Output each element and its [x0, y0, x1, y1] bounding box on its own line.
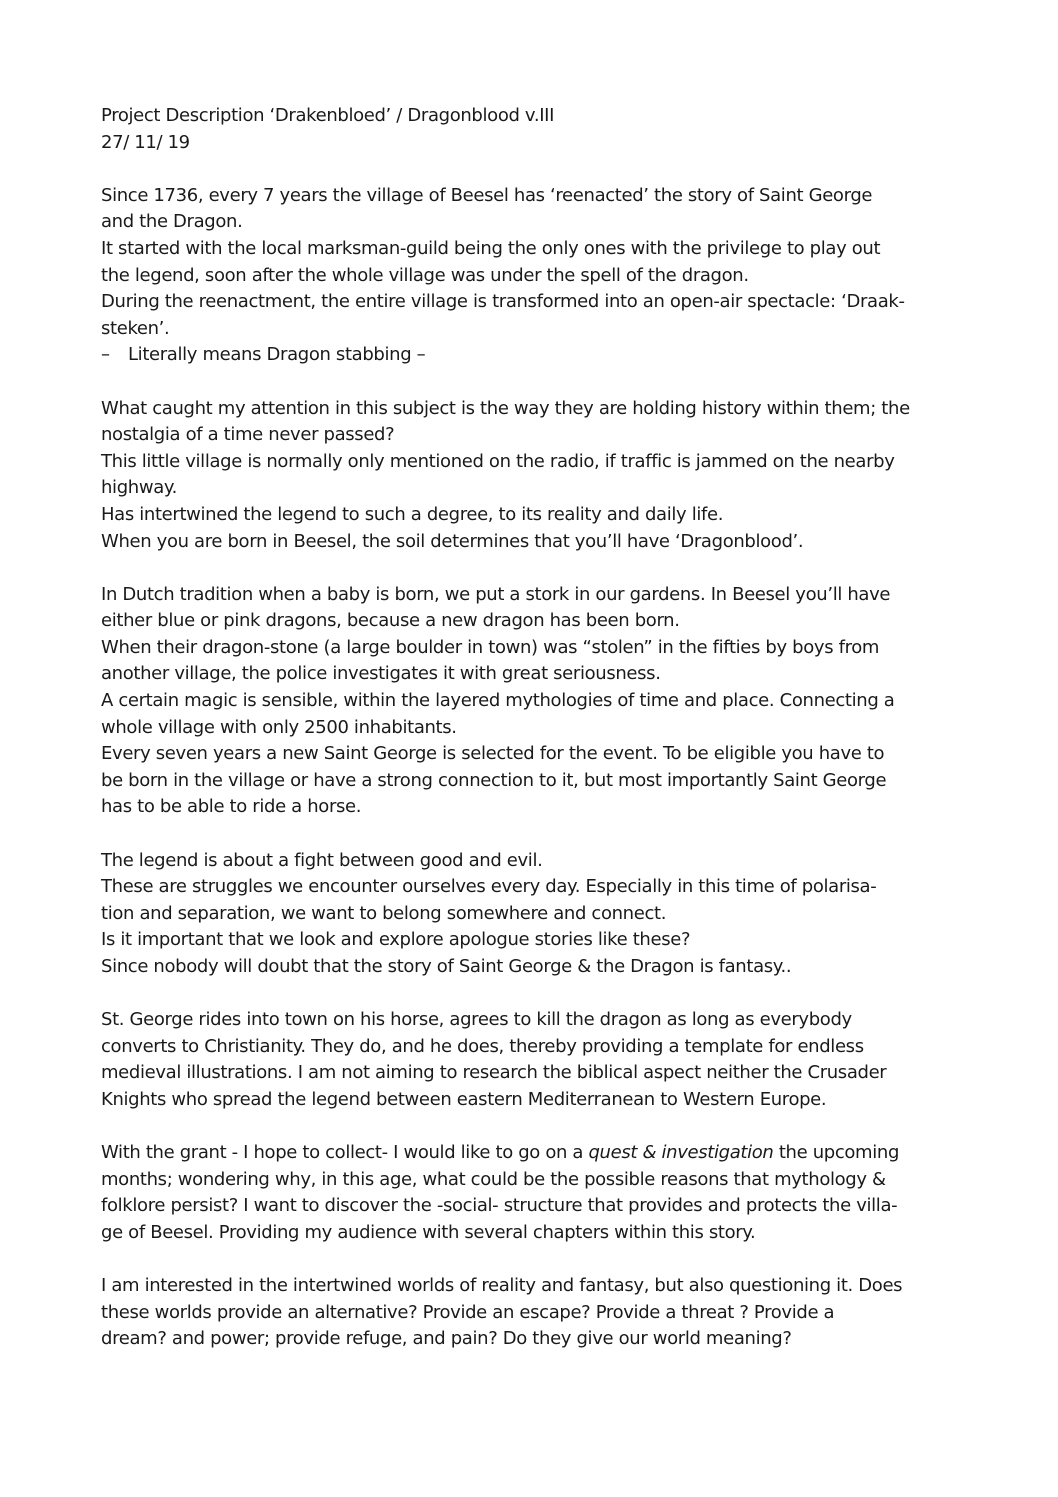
text-line: converts to Christianity. They do, and he does, thereby providing a template for endless [101, 1035, 864, 1057]
text-line: dream? and power; provide refuge, and pain? Do they give our world meaning? [101, 1328, 792, 1350]
document-date: 27/ 11/ 19 [101, 131, 190, 153]
list-item [101, 342, 961, 369]
text-line: be born in the village or have a strong connection to it, but most importantly Saint George [101, 769, 887, 791]
text-line: highway. [101, 477, 178, 499]
text-line: months; wondering why, in this age, what could be the possible reasons that mythology & [101, 1168, 886, 1190]
paragraph-gap [101, 1247, 961, 1274]
paragraph-gap [101, 981, 961, 1008]
paragraph-gap [101, 1114, 961, 1141]
paragraph-gap [101, 555, 961, 582]
text-line [101, 1140, 961, 1167]
text-line: Knights who spread the legend between eastern Mediterranean to Western Europe. [101, 1088, 827, 1110]
paragraph-gap [101, 156, 961, 183]
text-line: Is it important that we look and explore apologue stories like these? [101, 929, 691, 951]
paragraph-grant [101, 1140, 961, 1246]
text-fragment: the upcoming [773, 1142, 900, 1164]
text-line: When their dragon-stone (a large boulder in town) was “stolen” in the fifties by boys from [101, 636, 880, 658]
list-item-text: Literally means Dragon stabbing – [128, 344, 426, 366]
text-line: either blue or pink dragons, because a new dragon has been born. [101, 610, 680, 632]
text-line: What caught my attention in this subject is the way they are holding history within them; the [101, 397, 910, 419]
text-line: These are struggles we encounter ourselves every day. Especially in this time of polarisa- [101, 876, 877, 898]
text-line: In Dutch tradition when a baby is born, we put a stork in our gardens. In Beesel you’ll have [101, 583, 891, 605]
document-title: Project Description ‘Drakenbloed’ / Dragonblood v.III [101, 105, 555, 126]
text-line: another village, the police investigates it with great seriousness. [101, 663, 661, 685]
text-fragment: With the grant - I hope to collect- I would like to go on a [101, 1142, 589, 1164]
text-line: steken’. [101, 317, 170, 339]
text-line: nostalgia of a time never passed? [101, 424, 395, 446]
text-line: The legend is about a fight between good and evil. [101, 849, 543, 871]
text-line: This little village is normally only mentioned on the radio, if traffic is jammed on the nearby [101, 450, 895, 472]
document-body [101, 103, 961, 1353]
text-line: medieval illustrations. I am not aiming to research the biblical aspect neither the Crusader [101, 1062, 887, 1084]
paragraph-good-evil [101, 848, 961, 981]
text-line: these worlds provide an alternative? Provide an escape? Provide a threat ? Provide a [101, 1301, 835, 1323]
text-line: has to be able to ride a horse. [101, 796, 362, 818]
text-line: It started with the local marksman-guild being the only ones with the privilege to play out [101, 237, 881, 259]
paragraph-intro [101, 183, 961, 369]
paragraph-gap [101, 821, 961, 848]
text-line: A certain magic is sensible, within the layered mythologies of time and place. Connecting a [101, 690, 895, 712]
text-line: tion and separation, we want to belong somewhere and connect. [101, 902, 667, 924]
text-line: Since 1736, every 7 years the village of Beesel has ‘reenacted’ the story of Saint George [101, 184, 873, 206]
text-line: and the Dragon. [101, 211, 243, 233]
paragraph-reality-fantasy [101, 1273, 961, 1353]
text-line: Has intertwined the legend to such a degree, to its reality and daily life. [101, 503, 724, 525]
paragraph-tradition [101, 582, 961, 821]
text-line: St. George rides into town on his horse, agrees to kill the dragon as long as everybody [101, 1009, 852, 1031]
text-line: ge of Beesel. Providing my audience with several chapters within this story. [101, 1221, 756, 1243]
text-line: During the reenactment, the entire village is transformed into an open-air spectacle: ‘Draak- [101, 291, 905, 313]
paragraph-attention [101, 396, 961, 556]
paragraph-gap [101, 369, 961, 396]
text-line: I am interested in the intertwined worlds of reality and fantasy, but also questioning it. Does [101, 1275, 903, 1297]
list-dash: – [101, 344, 110, 366]
text-line: When you are born in Beesel, the soil determines that you’ll have ‘Dragonblood’. [101, 530, 804, 552]
paragraph-st-george [101, 1007, 961, 1113]
text-line: whole village with only 2500 inhabitants. [101, 716, 457, 738]
text-line: Every seven years a new Saint George is selected for the event. To be eligible you have to [101, 743, 885, 765]
text-line: folklore persist? I want to discover the -social- structure that provides and protects the villa- [101, 1195, 898, 1217]
emphasis-text: quest & investigation [588, 1142, 774, 1164]
text-line: Since nobody will doubt that the story of Saint George & the Dragon is fantasy.. [101, 956, 792, 977]
text-line: the legend, soon after the whole village was under the spell of the dragon. [101, 264, 749, 286]
